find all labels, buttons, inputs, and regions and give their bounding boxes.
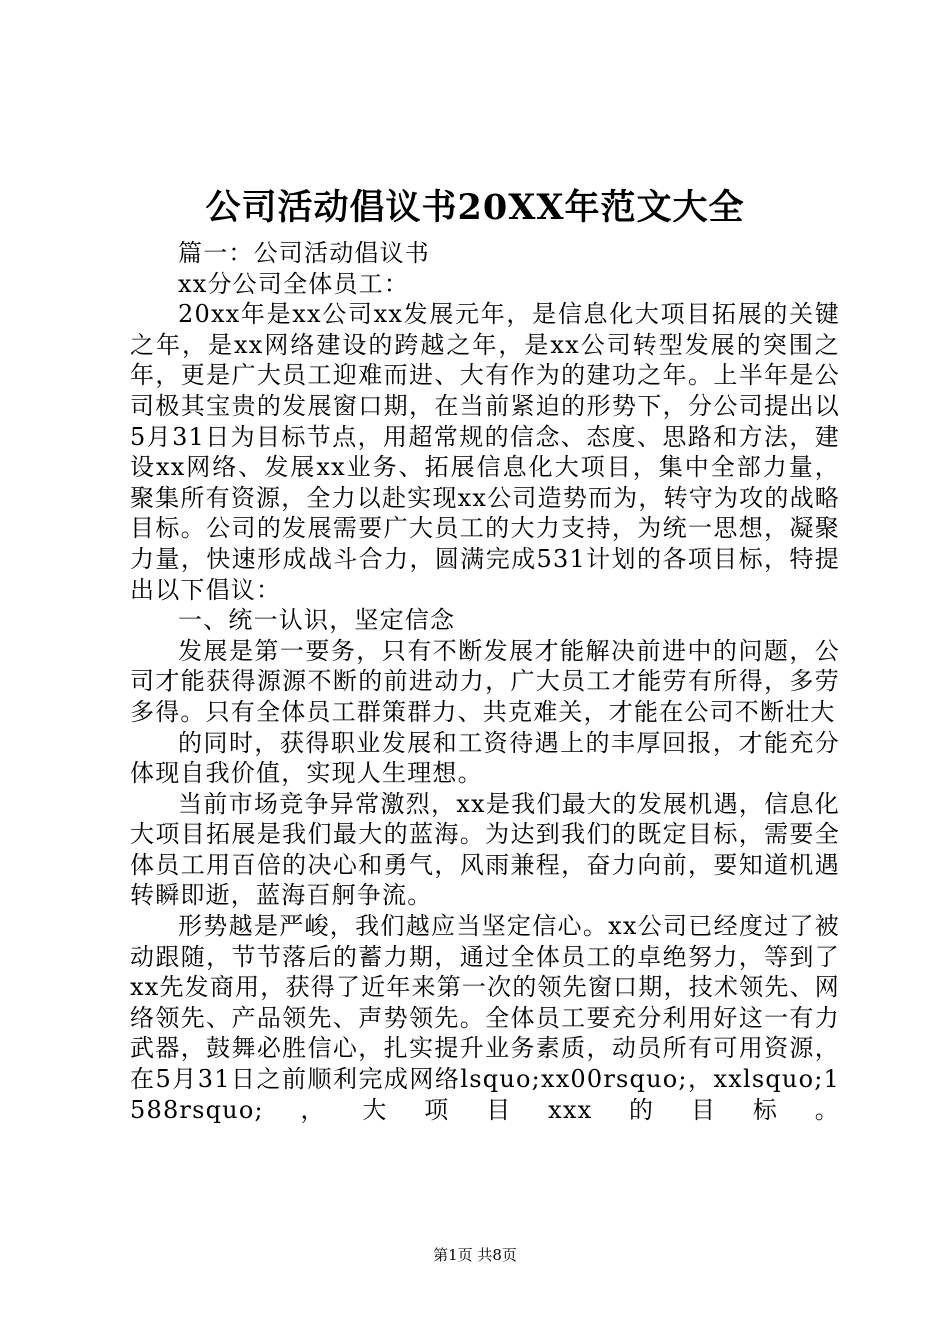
section-heading: 篇一：公司活动倡议书 (178, 239, 430, 267)
body-paragraph: 的同时，获得职业发展和工资待遇上的丰厚回报，才能充分体现自我价值，实现人生理想。 (130, 728, 840, 788)
body-paragraph: 发展是第一要务，只有不断发展才能解决前进中的问题，公司才能获得源源不断的前进动力，广大员工才能劳有所得，多劳多得。只有全体员工群策群力、共克难关，才能在公司不断壮大 (130, 636, 840, 726)
body-paragraph: 20xx年是xx公司xx发展元年，是信息化大项目拓展的关键之年，是xx网络建设的跨越之年，是xx公司转型发展的突围之年，更是广大员工迎难而进、大有作为的建功之年。上半年是公司极其宝贵的发展窗口期，在当前紧迫的形势下，分公司提出以5月31日为目标节点，用超常规的信念、态度、思路和方法，建设xx网络、发展xx业务、拓展信息化大项目，集中全部力量，聚集所有资源，全力以赴实现xx公司造势而为，转守为攻的战略目标。公司的发展需要广大员工的大力支持，为统一思想，凝聚力量，快速形成战斗合力，圆满完成531计划的各项目标，特提出以下倡议： (130, 300, 840, 604)
page-number: 第1页 共8页 (433, 1246, 517, 1264)
subsection-heading: 一、统一认识，坚定信念 (178, 606, 456, 635)
document-title: 公司活动倡议书20XX年范文大全 (205, 187, 745, 228)
body-paragraph: 当前市场竞争异常激烈，xx是我们最大的发展机遇，信息化大项目拓展是我们最大的蓝海。为达到我们的既定目标，需要全体员工用百倍的决心和勇气，风雨兼程，奋力向前，要知道机遇转瞬即逝，蓝海百舸争流。 (130, 789, 840, 910)
body-paragraph: 形势越是严峻，我们越应当坚定信心。xx公司已经度过了被动跟随，节节落后的蓄力期，通过全体员工的卓绝努力，等到了xx先发商用，获得了近年来第一次的领先窗口期，技术领先、网络领先、产品领先、声势领先。全体员工要充分利用好这一有力武器，鼓舞必胜信心，扎实提升业务素质，动员所有可用资源，在5月31日之前顺利完成网络lsquo;xx00rsquo;，xxlsquo;1588rsquo;，大项目xxx的目标。 (130, 912, 840, 1124)
salutation: xx分公司全体员工： (178, 269, 410, 298)
document-body (130, 238, 840, 1125)
